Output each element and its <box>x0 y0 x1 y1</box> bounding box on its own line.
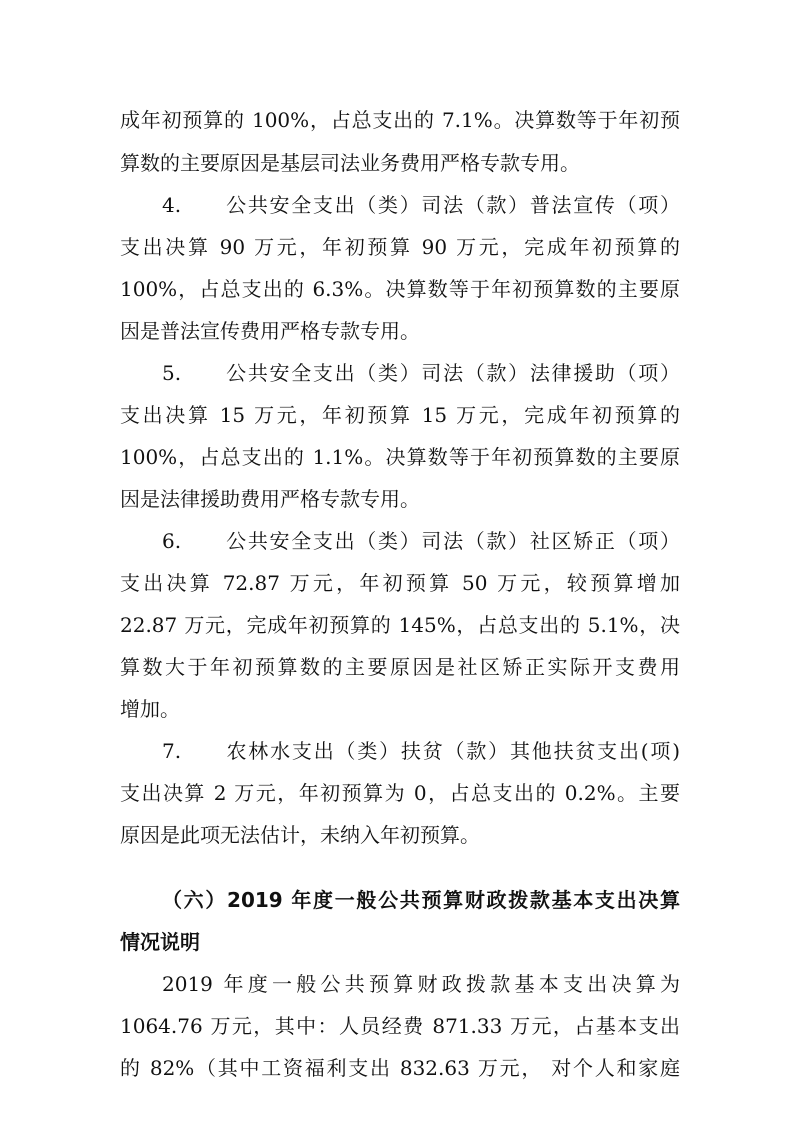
text-line: 支出决算 90 万元，年初预算 90 万元，完成年初预算的 <box>120 235 680 259</box>
text-line: 22.87 万元，完成年初预算的 145%，占总支出的 5.1%，决 <box>120 613 680 637</box>
section-heading-continued: 情况说明 <box>120 930 200 954</box>
text-line: 因是法律援助费用严格专款专用。 <box>120 487 420 511</box>
text-line: 7. 农林水支出（类）扶贫（款）其他扶贫支出(项) <box>162 739 680 763</box>
text-line: 100%，占总支出的 6.3%。决算数等于年初预算数的主要原 <box>120 277 680 301</box>
text-line: 1064.76 万元，其中：人员经费 871.33 万元，占基本支出 <box>120 1014 680 1038</box>
text-line: 4. 公共安全支出（类）司法（款）普法宣传（项） <box>162 193 680 217</box>
text-line: 100%，占总支出的 1.1%。决算数等于年初预算数的主要原 <box>120 445 680 469</box>
text-line: 2019 年度一般公共预算财政拨款基本支出决算为 <box>162 972 680 996</box>
text-line: 算数的主要原因是基层司法业务费用严格专款专用。 <box>120 151 580 175</box>
text-line: 原因是此项无法估计，未纳入年初预算。 <box>120 823 480 847</box>
text-line: 因是普法宣传费用严格专款专用。 <box>120 319 420 343</box>
text-line: 成年初预算的 100%，占总支出的 7.1%。决算数等于年初预 <box>120 108 680 132</box>
section-heading: （六）2019 年度一般公共预算财政拨款基本支出决算 <box>162 888 680 912</box>
text-line: 增加。 <box>120 697 180 721</box>
text-line: 5. 公共安全支出（类）司法（款）法律援助（项） <box>162 361 680 385</box>
text-line: 支出决算 72.87 万元，年初预算 50 万元，较预算增加 <box>120 571 680 595</box>
text-line: 算数大于年初预算数的主要原因是社区矫正实际开支费用 <box>120 655 680 679</box>
text-line: 支出决算 2 万元，年初预算为 0，占总支出的 0.2%。主要 <box>120 781 680 805</box>
text-line: 6. 公共安全支出（类）司法（款）社区矫正（项） <box>162 529 680 553</box>
text-line: 的 82%（其中工资福利支出 832.63 万元， 对个人和家庭 <box>120 1056 680 1080</box>
text-line: 支出决算 15 万元，年初预算 15 万元，完成年初预算的 <box>120 403 680 427</box>
